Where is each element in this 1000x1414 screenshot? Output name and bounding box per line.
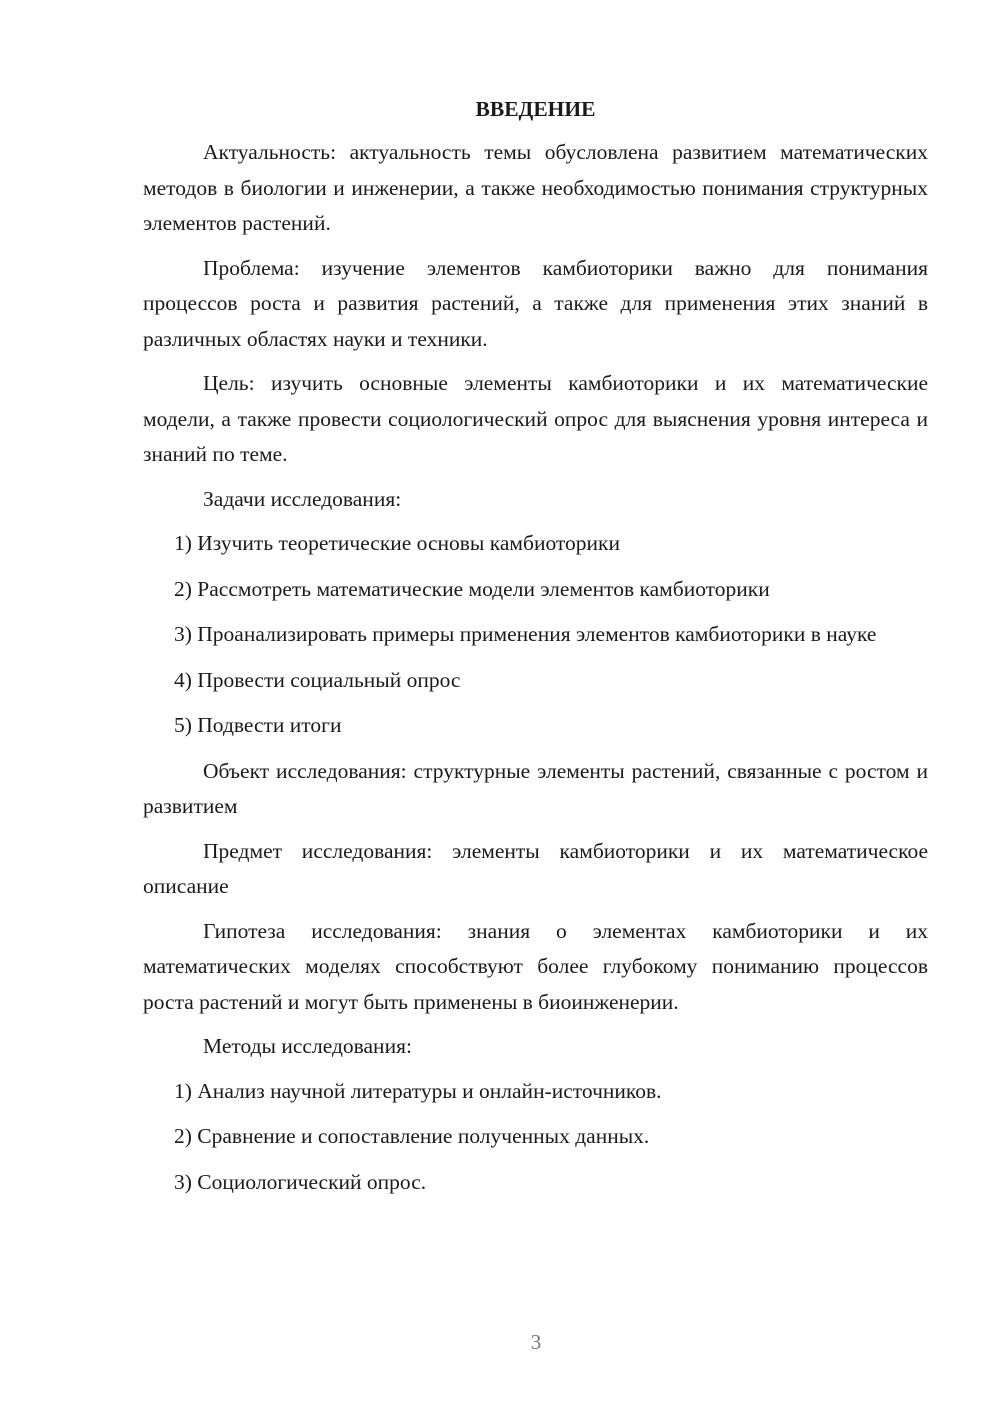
task-item: 3) Проанализировать примеры применения элементов камбиоторики в науке <box>174 622 877 646</box>
subject-paragraph: Предмет исследования: элементы камбиоторики и их математическое описание <box>143 838 928 898</box>
document-page <box>143 92 928 1210</box>
method-item: 2) Сравнение и сопоставление полученных данных. <box>174 1124 650 1148</box>
task-item: 1) Изучить теоретические основы камбиоторики <box>174 531 620 555</box>
problem-paragraph: Проблема: изучение элементов камбиоторики важно для понимания процессов роста и развития растений, а также для применения этих знаний в различных областях науки и техники. <box>143 255 928 351</box>
object-paragraph: Объект исследования: структурные элементы растений, связанные с ростом и развитием <box>143 758 928 818</box>
page-number: 3 <box>530 1330 542 1354</box>
method-item: 3) Социологический опрос. <box>174 1169 427 1194</box>
goal-paragraph: Цель: изучить основные элементы камбиоторики и их математические модели, а также провести социологический опрос для выяснения уровня интереса и знаний по теме. <box>143 371 928 466</box>
task-item: 4) Провести социальный опрос <box>174 667 461 692</box>
task-item: 2) Рассмотреть математические модели элементов камбиоторики <box>174 576 770 601</box>
page-title: ВВЕДЕНИЕ <box>475 97 596 121</box>
relevance-paragraph: Актуальность: актуальность темы обусловлена развитием математических методов в биологии и инженерии, а также необходимостью понимания структурных элементов растений. <box>143 140 928 235</box>
task-item: 5) Подвести итоги <box>174 713 342 737</box>
methods-heading: Методы исследования: <box>203 1034 412 1058</box>
method-item: 1) Анализ научной литературы и онлайн-источников. <box>174 1078 662 1103</box>
hypothesis-paragraph: Гипотеза исследования: знания о элементах камбиоторики и их математических моделях способствуют более глубокому пониманию процессов роста растений и могут быть применены в биоинженерии. <box>143 918 928 1014</box>
tasks-heading: Задачи исследования: <box>203 486 402 511</box>
